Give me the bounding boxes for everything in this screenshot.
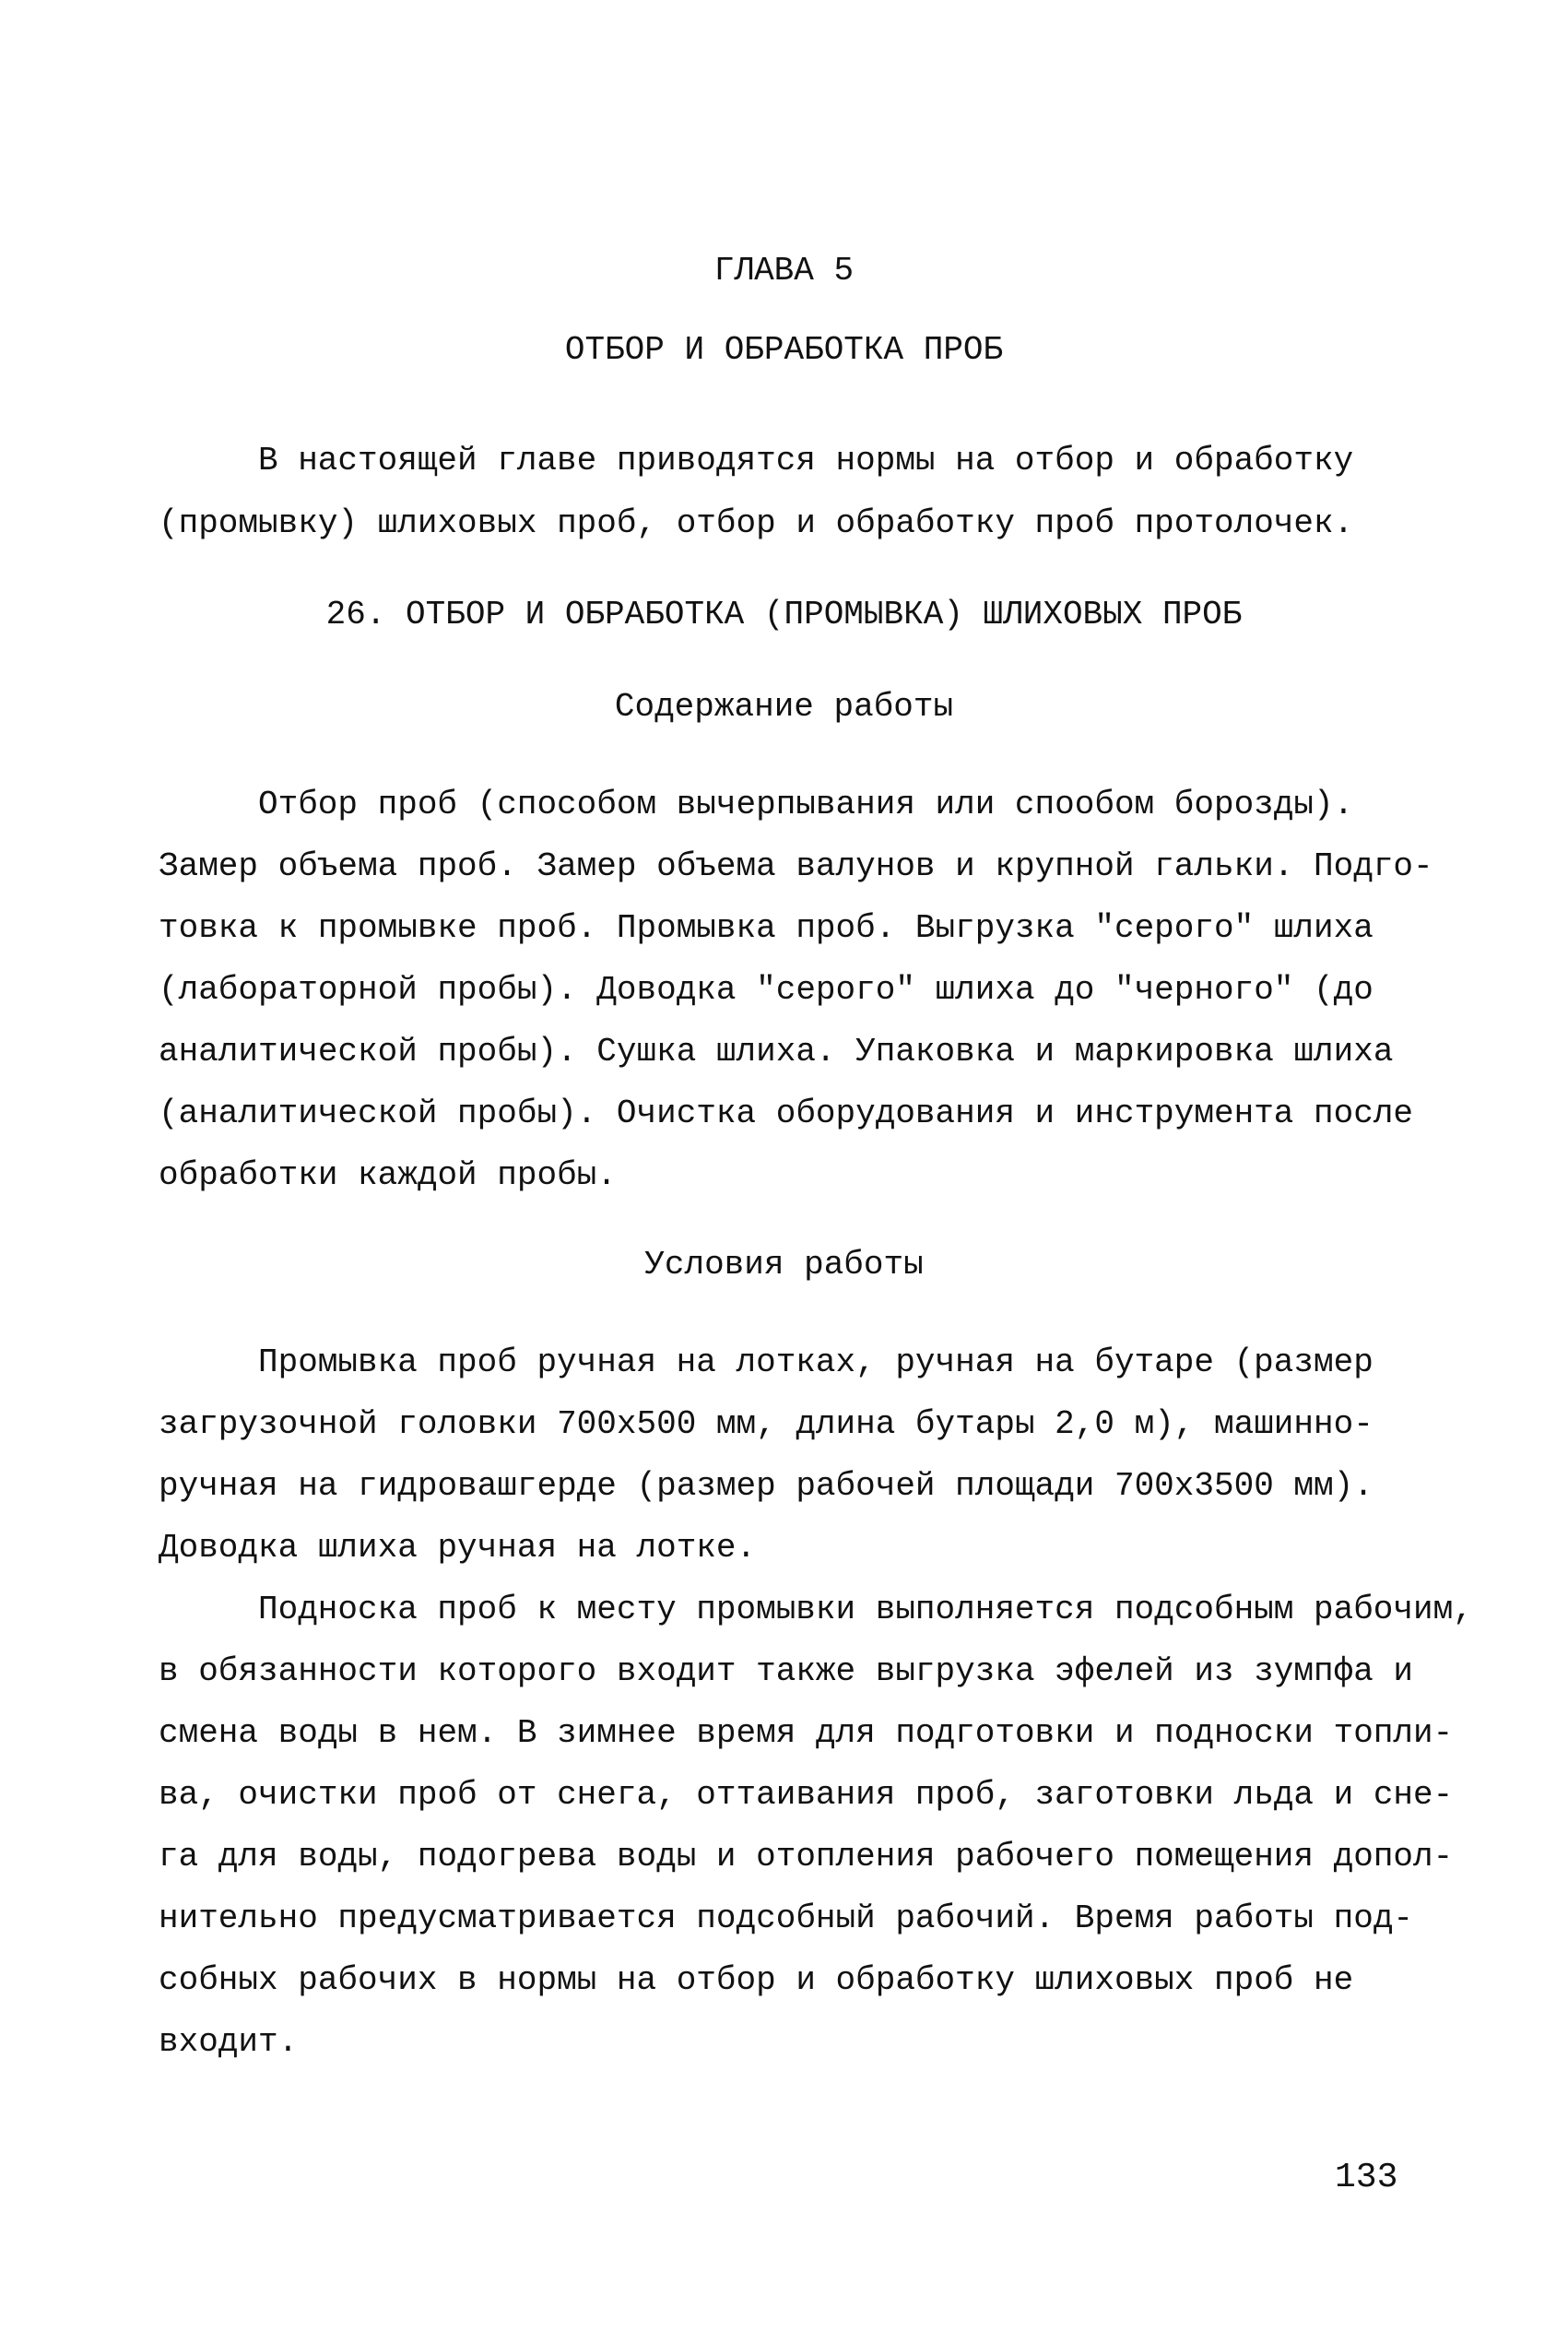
page-number: 133: [1335, 2158, 1398, 2197]
text-line: в обязанности которого входит также выгрузка эфелей из зумпфа и: [159, 1652, 1414, 1690]
text-line: Промывка проб ручная на лотках, ручная на бутаре (размер: [258, 1343, 1373, 1381]
text-line: аналитической пробы). Сушка шлиха. Упаковка и маркировка шлиха: [159, 1033, 1394, 1071]
subsection-title-conditions: Условия работы: [644, 1246, 924, 1284]
text-line: (лабораторной пробы). Доводка "серого" шлиха до "черного" (до: [159, 971, 1373, 1009]
text-line: Доводка шлиха ручная на лотке.: [159, 1529, 757, 1567]
text-line: товка к промывке проб. Промывка проб. Выгрузка "серого" шлиха: [159, 909, 1373, 947]
text-line: Замер объема проб. Замер объема валунов и крупной гальки. Подго-: [159, 847, 1433, 885]
text-line: (промывку) шлиховых проб, отбор и обработку проб протолочек.: [159, 504, 1354, 542]
text-line: Отбор проб (способом вычерпывания или спообом борозды).: [258, 786, 1354, 823]
chapter-label: ГЛАВА 5: [713, 252, 855, 290]
text-line: входит.: [159, 2023, 299, 2061]
text-line: обработки каждой пробы.: [159, 1156, 617, 1194]
text-line: ва, очистки проб от снега, оттаивания проб, заготовки льда и сне-: [159, 1776, 1454, 1814]
text-line: загрузочной головки 700х500 мм, длина бутары 2,0 м), машинно-: [159, 1405, 1373, 1443]
text-line: Подноска проб к месту промывки выполняется подсобным рабочим,: [258, 1591, 1473, 1628]
text-line: собных рабочих в нормы на отбор и обработку шлиховых проб не: [159, 1961, 1354, 1999]
text-line: нительно предусматривается подсобный рабочий. Время работы под-: [159, 1899, 1414, 1937]
text-line: (аналитической пробы). Очистка оборудования и инструмента после: [159, 1095, 1414, 1132]
chapter-title: ОТБОР И ОБРАБОТКА ПРОБ: [564, 331, 1004, 369]
text-line: В настоящей главе приводятся нормы на отбор и обработку: [258, 442, 1354, 479]
subsection-title-content: Содержание работы: [614, 688, 954, 726]
text-line: га для воды, подогрева воды и отопления рабочего помещения допол-: [159, 1838, 1454, 1875]
section-title: 26. ОТБОР И ОБРАБОТКА (ПРОМЫВКА) ШЛИХОВЫХ ПРОБ: [325, 596, 1243, 633]
text-line: смена воды в нем. В зимнее время для подготовки и подноски топли-: [159, 1714, 1454, 1752]
text-line: ручная на гидровашгерде (размер рабочей площади 700х3500 мм).: [159, 1467, 1373, 1505]
